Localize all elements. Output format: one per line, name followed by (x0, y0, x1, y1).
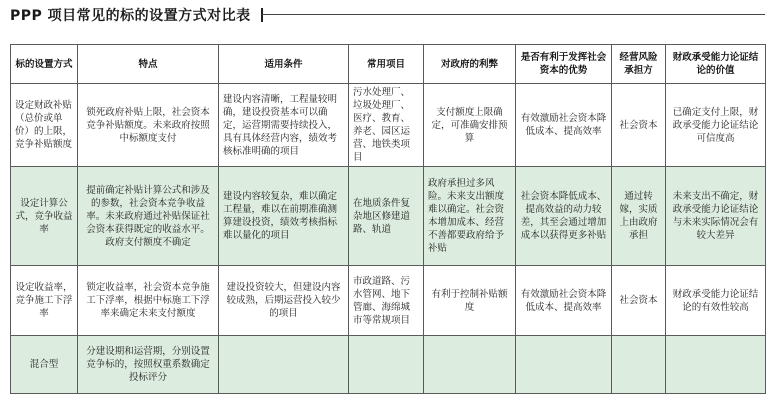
table-cell: 已确定支付上限，财政承受能力论证结论可信度高 (666, 84, 766, 167)
table-cell: 设定财政补贴（总价或单价）的上限，竞争补贴额度 (11, 84, 78, 167)
title-bar (10, 4, 263, 26)
table-cell: 有利于控制补贴额度 (424, 266, 516, 336)
title-divider (261, 8, 263, 22)
table-cell: 政府承担过多风险。未来支出额度难以确定。社会资本增加成本、经营不善都要政府给予补贴 (424, 167, 516, 266)
table-cell (424, 336, 516, 394)
table-cell: 分建设期和运营期，分别设置竞争标的，按照权重系数确定投标评分 (78, 336, 219, 394)
table-cell: 锁死政府补贴上限，社会资本竞争补贴额度。未来政府按照中标额度支付 (78, 84, 219, 167)
table-cell: 支付额度上限确定，可准确安排预算 (424, 84, 516, 167)
header-cell: 标的设置方式 (11, 45, 78, 84)
table-cell: 未来支出不确定，财政承受能力论证结论与未来实际情况会有较大差异 (666, 167, 766, 266)
table-cell: 设定收益率，竞争施工下浮率 (11, 266, 78, 336)
table-cell: 在地质条件复杂地区修建道路、轨道 (349, 167, 424, 266)
table-cell: 提前确定补贴计算公式和涉及的参数，社会资本竞争收益率。未来政府通过补贴保证社会资本获得既定的收益水平。政府支付额度不确定 (78, 167, 219, 266)
header-cell: 对政府的利弊 (424, 45, 516, 84)
header-cell: 适用条件 (219, 45, 349, 84)
page-title: PPP 项目常见的标的设置方式对比表 (10, 8, 251, 24)
header-cell: 特点 (78, 45, 219, 84)
table-cell: 社会资本降低成本、提高效益的动力较差，其至会通过增加成本以获得更多补贴 (516, 167, 612, 266)
table-cell (666, 336, 766, 394)
table-cell (349, 336, 424, 394)
header-cell: 常用项目 (349, 45, 424, 84)
header-cell: 财政承受能力论证结论的价值 (666, 45, 766, 84)
table-row (11, 336, 766, 394)
table-row (11, 84, 766, 167)
table-cell: 通过转嫁，实质上由政府承担 (612, 167, 666, 266)
header-row (11, 45, 766, 84)
header-cell: 是否有利于发挥社会资本的优势 (516, 45, 612, 84)
table-row (11, 266, 766, 336)
table-cell (612, 336, 666, 394)
table-row (11, 167, 766, 266)
table-cell (516, 336, 612, 394)
table-cell (219, 336, 349, 394)
title-rule (262, 14, 765, 15)
table-cell: 有效激励社会资本降低成本、提高效率 (516, 266, 612, 336)
table-cell: 社会资本 (612, 266, 666, 336)
table-cell: 建设内容较复杂，难以确定工程量，难以在前期准确测算建设投资，绩效考核指标难以量化的项目 (219, 167, 349, 266)
table-cell: 有效激励社会资本降低成本、提高效率 (516, 84, 612, 167)
header-cell: 经营风险承担方 (612, 45, 666, 84)
table-cell: 设定计算公式，竞争收益率 (11, 167, 78, 266)
table-cell: 社会资本 (612, 84, 666, 167)
table-cell: 锁定收益率，社会资本竞争施工下浮率，根据中标施工下浮率来确定未来支付额度 (78, 266, 219, 336)
table-cell: 建设内容清晰，工程量较明确，建设投资基本可以确定，运营期需要持续投入，具有具体经营内容，绩效考核标准明确的项目 (219, 84, 349, 167)
table-cell: 财政承受能力论证结论的有效性较高 (666, 266, 766, 336)
table-cell: 建设投资较大，但建设内容较成熟，后期运营投入较少的项目 (219, 266, 349, 336)
table-cell: 污水处理厂、垃圾处理厂、医疗、教育、养老、园区运营、地铁类项目 (349, 84, 424, 167)
table-cell: 市政道路、污水管网、地下管廊、海绵城市等常规项目 (349, 266, 424, 336)
table-cell: 混合型 (11, 336, 78, 394)
comparison-table (10, 44, 766, 394)
